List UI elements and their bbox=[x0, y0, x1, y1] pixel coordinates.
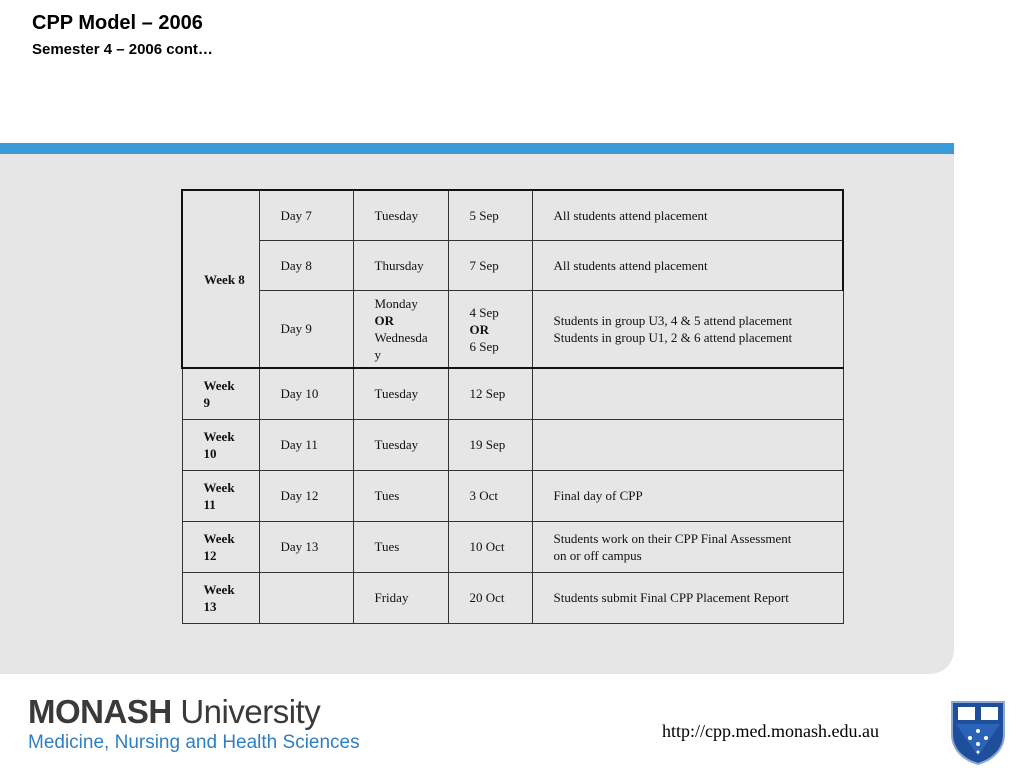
date-cell: 5 Sep bbox=[448, 190, 532, 241]
schedule-table bbox=[181, 189, 844, 624]
logo-bold-text: MONASH bbox=[28, 693, 172, 730]
note-cell: Final day of CPP bbox=[532, 471, 843, 522]
date-cell: 19 Sep bbox=[448, 420, 532, 471]
week-cell bbox=[182, 368, 259, 420]
university-logo bbox=[28, 693, 320, 731]
accent-bar bbox=[0, 143, 954, 154]
weekday-cell: Tuesday bbox=[353, 190, 448, 241]
date-cell: 7 Sep bbox=[448, 241, 532, 291]
or-label: OR bbox=[374, 313, 394, 328]
table-row bbox=[182, 471, 843, 522]
table-row bbox=[182, 573, 843, 624]
week-label: Week 10 bbox=[203, 429, 235, 461]
day-cell: Day 10 bbox=[259, 368, 353, 420]
table-row bbox=[182, 522, 843, 573]
slide-title: CPP Model – 2006 bbox=[32, 12, 203, 34]
note-cell: All students attend placement bbox=[532, 241, 843, 291]
day-cell: Day 12 bbox=[259, 471, 353, 522]
weekday-line: Wednesda bbox=[374, 330, 428, 345]
table-row bbox=[182, 420, 843, 471]
date-cell: 20 Oct bbox=[448, 573, 532, 624]
week-label: Week 11 bbox=[203, 480, 235, 512]
weekday-cell: Friday bbox=[353, 573, 448, 624]
weekday-line: Monday bbox=[374, 296, 418, 311]
faculty-name: Medicine, Nursing and Health Sciences bbox=[28, 732, 360, 753]
week-label: Week 9 bbox=[203, 378, 235, 410]
week-cell bbox=[182, 573, 259, 624]
note-line: on or off campus bbox=[553, 548, 642, 563]
table-row bbox=[182, 291, 843, 369]
table-row bbox=[182, 190, 843, 241]
day-cell: Day 11 bbox=[259, 420, 353, 471]
note-line: Students work on their CPP Final Assessment bbox=[553, 531, 792, 546]
week-cell bbox=[182, 522, 259, 573]
day-cell: Day 9 bbox=[259, 291, 353, 369]
note-cell bbox=[532, 291, 843, 369]
or-label: OR bbox=[469, 321, 489, 337]
week-label: Week 12 bbox=[203, 531, 235, 563]
note-cell bbox=[532, 368, 843, 420]
note-cell bbox=[532, 420, 843, 471]
day-cell: Day 8 bbox=[259, 241, 353, 291]
week-cell bbox=[182, 471, 259, 522]
week-label: Week 13 bbox=[203, 582, 235, 614]
logo-rest-text: University bbox=[171, 693, 321, 730]
date-cell: 12 Sep bbox=[448, 368, 532, 420]
date-cell: 10 Oct bbox=[448, 522, 532, 573]
slide-subtitle: Semester 4 – 2006 cont… bbox=[32, 41, 213, 58]
weekday-cell bbox=[353, 291, 448, 369]
weekday-line: y bbox=[374, 347, 381, 362]
table-row bbox=[182, 368, 843, 420]
table-row bbox=[182, 241, 843, 291]
note-cell bbox=[532, 522, 843, 573]
week-cell bbox=[182, 420, 259, 471]
crest-icon bbox=[948, 698, 1008, 766]
day-cell bbox=[259, 573, 353, 624]
day-cell: Day 7 bbox=[259, 190, 353, 241]
weekday-cell: Tues bbox=[353, 471, 448, 522]
note-cell: All students attend placement bbox=[532, 190, 843, 241]
site-url[interactable]: http://cpp.med.monash.edu.au bbox=[662, 721, 879, 741]
weekday-cell: Thursday bbox=[353, 241, 448, 291]
weekday-cell: Tuesday bbox=[353, 368, 448, 420]
note-line: Students in group U3, 4 & 5 attend placement bbox=[553, 313, 793, 328]
date-line: 4 Sep bbox=[469, 304, 499, 320]
note-line: Students in group U1, 2 & 6 attend placement bbox=[553, 330, 793, 345]
week-cell bbox=[182, 190, 259, 368]
date-line: 6 Sep bbox=[469, 338, 499, 354]
weekday-cell: Tuesday bbox=[353, 420, 448, 471]
weekday-cell: Tues bbox=[353, 522, 448, 573]
note-cell: Students submit Final CPP Placement Report bbox=[532, 573, 843, 624]
date-cell: 3 Oct bbox=[448, 471, 532, 522]
date-cell bbox=[448, 291, 532, 369]
week-label: Week 8 bbox=[204, 271, 245, 287]
day-cell: Day 13 bbox=[259, 522, 353, 573]
